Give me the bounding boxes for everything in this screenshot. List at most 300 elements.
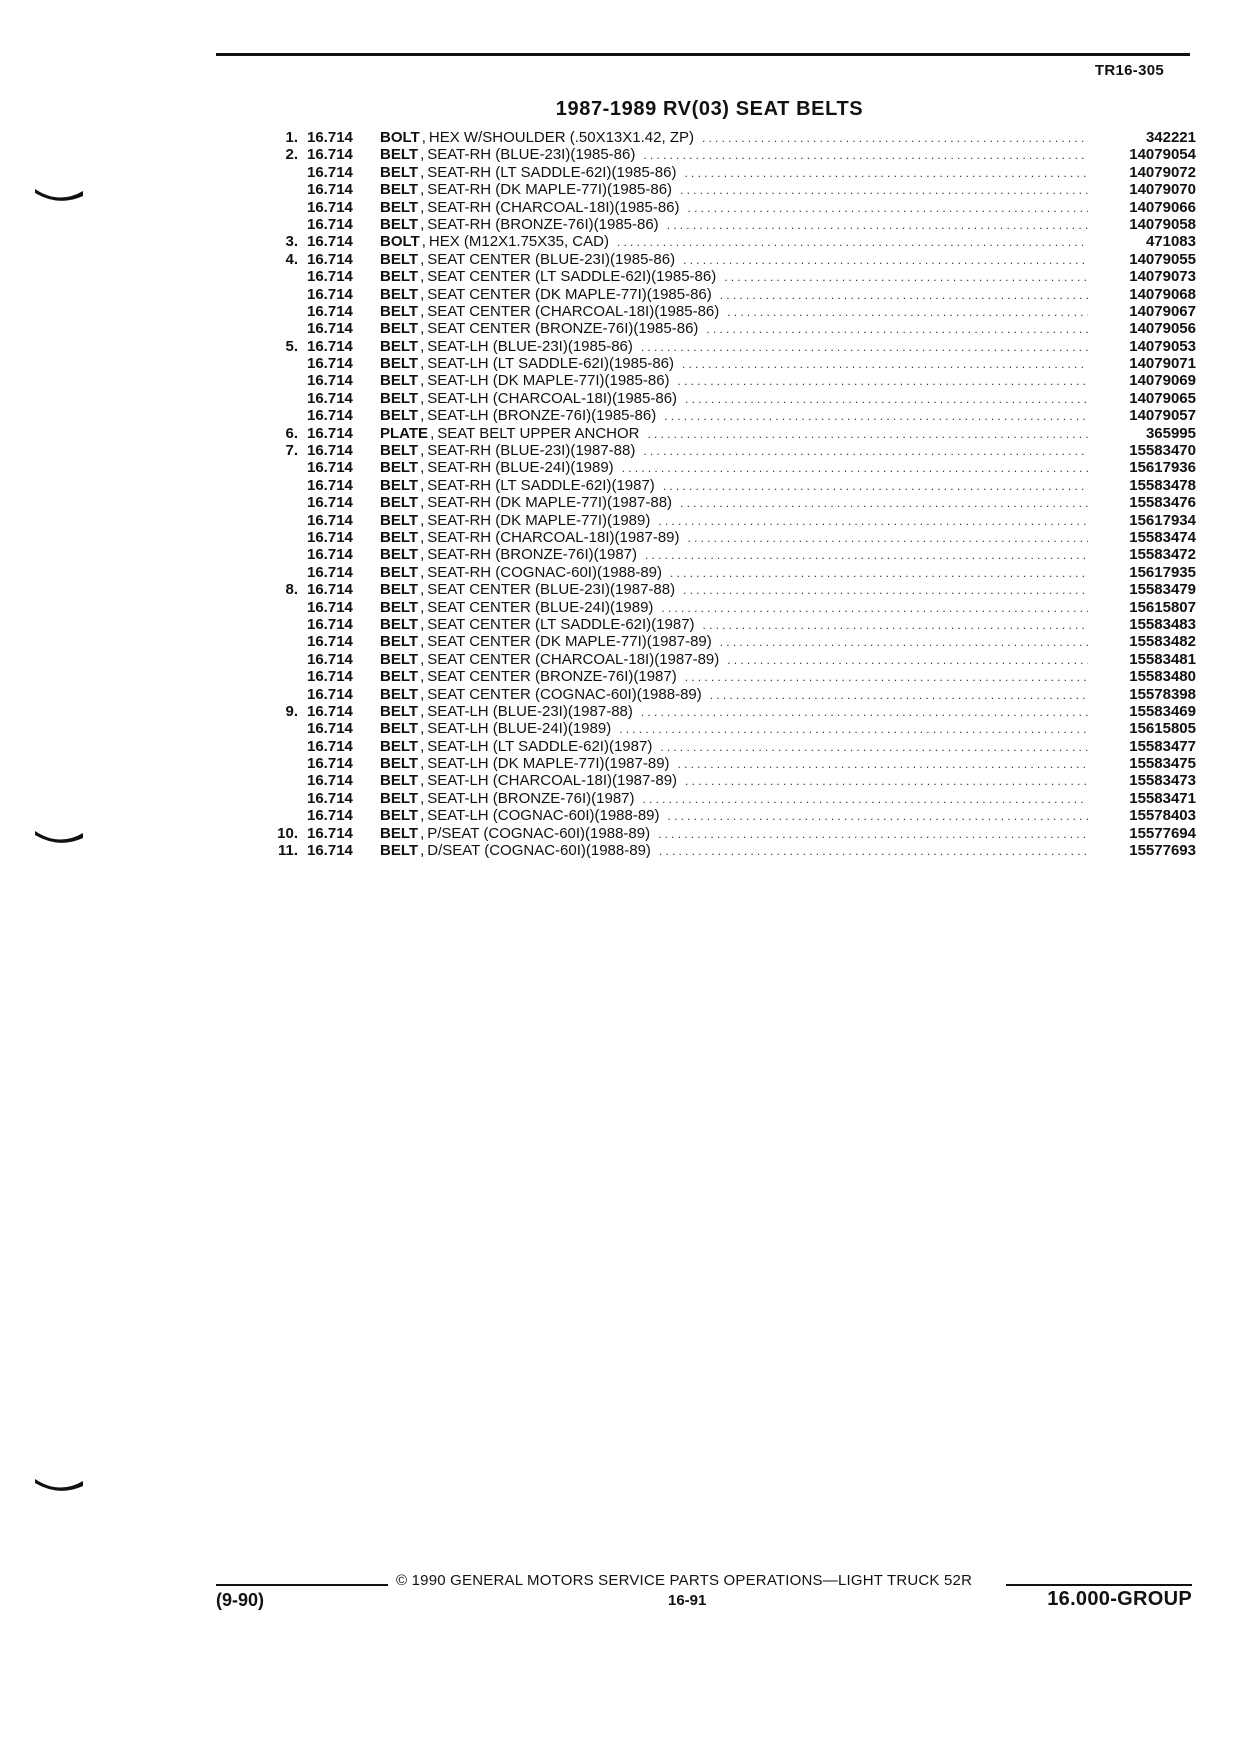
group-code: 16.000-GROUP <box>1047 1588 1192 1610</box>
part-description <box>380 790 1096 808</box>
group-number: 16.714 <box>307 720 353 738</box>
part-noun: BELT <box>380 198 419 216</box>
part-number: 15583476 <box>1129 494 1196 512</box>
item-number: 2. <box>285 146 298 164</box>
dot-leader <box>720 287 1088 304</box>
part-noun: BELT <box>380 285 419 303</box>
part-number: 14079067 <box>1129 302 1196 320</box>
part-detail: SEAT CENTER (LT SADDLE-62I)(1985-86) <box>427 268 717 286</box>
dot-leader <box>710 687 1088 704</box>
binder-hole-mark <box>33 183 85 205</box>
part-number: 14079057 <box>1129 407 1196 425</box>
group-number: 16.714 <box>307 163 353 181</box>
comma-separator: , <box>420 842 425 860</box>
part-detail: SEAT CENTER (BLUE-23I)(1987-88) <box>427 581 676 599</box>
group-number: 16.714 <box>307 685 353 703</box>
part-row <box>262 407 1196 424</box>
part-noun: BELT <box>380 755 419 773</box>
group-number: 16.714 <box>307 824 353 842</box>
comma-separator: , <box>420 581 425 599</box>
part-row <box>262 129 1196 146</box>
group-number: 16.714 <box>307 546 353 564</box>
group-number: 16.714 <box>307 772 353 790</box>
part-detail: SEAT-RH (BLUE-23I)(1987-88) <box>427 442 636 460</box>
part-number: 14079069 <box>1129 372 1196 390</box>
part-row <box>262 233 1196 250</box>
revision-date: (9-90) <box>216 1590 265 1610</box>
part-description <box>380 651 1096 669</box>
group-number: 16.714 <box>307 146 353 164</box>
part-number: 15578403 <box>1129 807 1196 825</box>
part-noun: BELT <box>380 442 419 460</box>
item-number: 9. <box>285 702 298 720</box>
part-detail: SEAT-LH (BLUE-24I)(1989) <box>427 720 612 738</box>
part-noun: BELT <box>380 598 419 616</box>
dot-leader <box>685 773 1088 790</box>
group-number: 16.714 <box>307 633 353 651</box>
comma-separator: , <box>420 807 425 825</box>
binder-hole-mark <box>33 1473 85 1495</box>
part-number: 14079070 <box>1129 181 1196 199</box>
item-number: 3. <box>285 233 298 251</box>
part-row <box>262 599 1196 616</box>
part-number: 14079072 <box>1129 163 1196 181</box>
part-detail: SEAT-LH (COGNAC-60I)(1988-89) <box>427 807 660 825</box>
part-noun: BELT <box>380 459 419 477</box>
part-noun: BELT <box>380 842 419 860</box>
group-number: 16.714 <box>307 598 353 616</box>
part-number: 15583471 <box>1129 789 1196 807</box>
comma-separator: , <box>420 668 425 686</box>
part-row <box>262 633 1196 650</box>
part-description <box>380 425 1096 443</box>
group-number: 16.714 <box>307 355 353 373</box>
part-detail: P/SEAT (COGNAC-60I)(1988-89) <box>427 824 651 842</box>
part-description <box>380 181 1096 199</box>
part-description <box>380 355 1096 373</box>
group-number: 16.714 <box>307 320 353 338</box>
part-number: 15577694 <box>1129 824 1196 842</box>
part-number: 15583470 <box>1129 442 1196 460</box>
item-number: 4. <box>285 250 298 268</box>
group-number: 16.714 <box>307 737 353 755</box>
dot-leader <box>661 600 1088 617</box>
part-row <box>262 146 1196 163</box>
part-row <box>262 390 1196 407</box>
part-description <box>380 129 1096 147</box>
comma-separator: , <box>420 302 425 320</box>
part-description <box>380 477 1096 495</box>
part-description <box>380 146 1096 164</box>
comma-separator: , <box>420 546 425 564</box>
item-number: 1. <box>285 129 298 146</box>
part-noun: BELT <box>380 372 419 390</box>
part-row <box>262 181 1196 198</box>
part-noun: BELT <box>380 337 419 355</box>
part-row <box>262 772 1196 789</box>
part-description <box>380 738 1096 756</box>
page-title: 1987-1989 RV(03) SEAT BELTS <box>555 98 864 120</box>
part-noun: BELT <box>380 702 419 720</box>
group-number: 16.714 <box>307 250 353 268</box>
part-row <box>262 842 1196 859</box>
part-noun: BELT <box>380 789 419 807</box>
part-row <box>262 686 1196 703</box>
part-detail: SEAT-RH (BRONZE-76I)(1987) <box>427 546 637 564</box>
part-row <box>262 268 1196 285</box>
group-number: 16.714 <box>307 442 353 460</box>
part-detail: HEX (M12X1.75X35, CAD) <box>428 233 609 251</box>
part-noun: BELT <box>380 163 419 181</box>
dot-leader <box>720 634 1088 651</box>
part-noun: BOLT <box>380 129 420 146</box>
dot-leader <box>670 565 1088 582</box>
part-row <box>262 199 1196 216</box>
part-noun: BELT <box>380 563 419 581</box>
dot-leader <box>664 408 1088 425</box>
part-number: 15583469 <box>1129 702 1196 720</box>
part-detail: SEAT-RH (CHARCOAL-18I)(1987-89) <box>427 528 680 546</box>
dot-leader <box>658 513 1088 530</box>
part-number: 14079066 <box>1129 198 1196 216</box>
binder-hole-mark <box>33 825 85 847</box>
part-number: 15583480 <box>1129 668 1196 686</box>
part-number: 14079053 <box>1129 337 1196 355</box>
part-row <box>262 529 1196 546</box>
part-row <box>262 651 1196 668</box>
dot-leader <box>727 652 1088 669</box>
dot-leader <box>724 269 1088 286</box>
part-detail: SEAT CENTER (BLUE-23I)(1985-86) <box>427 250 676 268</box>
part-row <box>262 477 1196 494</box>
part-number: 15615807 <box>1129 598 1196 616</box>
item-number: 10. <box>277 824 298 842</box>
part-row <box>262 303 1196 320</box>
comma-separator: , <box>420 494 425 512</box>
dot-leader <box>643 443 1088 460</box>
part-description <box>380 338 1096 356</box>
dot-leader <box>659 843 1088 860</box>
part-noun: BELT <box>380 494 419 512</box>
comma-separator: , <box>420 198 425 216</box>
part-number: 15583473 <box>1129 772 1196 790</box>
part-detail: SEAT BELT UPPER ANCHOR <box>437 424 640 442</box>
part-detail: SEAT-RH (CHARCOAL-18I)(1985-86) <box>427 198 680 216</box>
dot-leader <box>685 165 1089 182</box>
dot-leader <box>702 130 1088 147</box>
part-number: 15583472 <box>1129 546 1196 564</box>
part-detail: SEAT-RH (COGNAC-60I)(1988-89) <box>427 563 663 581</box>
part-number: 342221 <box>1145 129 1196 146</box>
part-number: 14079068 <box>1129 285 1196 303</box>
group-number: 16.714 <box>307 129 353 146</box>
part-description <box>380 251 1096 269</box>
part-detail: SEAT CENTER (BLUE-24I)(1989) <box>427 598 654 616</box>
part-noun: BELT <box>380 720 419 738</box>
part-description <box>380 286 1096 304</box>
part-noun: BELT <box>380 302 419 320</box>
part-description <box>380 755 1096 773</box>
part-noun: BELT <box>380 355 419 373</box>
part-detail: SEAT-RH (DK MAPLE-77I)(1989) <box>427 511 651 529</box>
footer-rule <box>1006 1584 1192 1586</box>
part-row <box>262 790 1196 807</box>
comma-separator: , <box>420 528 425 546</box>
part-row <box>262 216 1196 233</box>
part-description <box>380 703 1096 721</box>
comma-separator: , <box>420 824 425 842</box>
dot-leader <box>660 739 1088 756</box>
part-number: 14079058 <box>1129 215 1196 233</box>
part-description <box>380 233 1096 251</box>
part-row <box>262 703 1196 720</box>
part-description <box>380 772 1096 790</box>
part-number: 15583475 <box>1129 755 1196 773</box>
item-number: 11. <box>277 842 298 860</box>
part-noun: BELT <box>380 476 419 494</box>
part-description <box>380 390 1096 408</box>
part-detail: SEAT-LH (BLUE-23I)(1985-86) <box>427 337 633 355</box>
comma-separator: , <box>420 598 425 616</box>
part-noun: BELT <box>380 772 419 790</box>
comma-separator: , <box>420 563 425 581</box>
part-number: 14079054 <box>1129 146 1196 164</box>
part-description <box>380 825 1096 843</box>
group-number: 16.714 <box>307 807 353 825</box>
comma-separator: , <box>420 755 425 773</box>
part-number: 14079071 <box>1129 355 1196 373</box>
comma-separator: , <box>420 789 425 807</box>
part-detail: SEAT-LH (BLUE-23I)(1987-88) <box>427 702 633 720</box>
part-detail: SEAT CENTER (LT SADDLE-62I)(1987) <box>427 615 695 633</box>
part-description <box>380 164 1096 182</box>
part-noun: BELT <box>380 824 419 842</box>
part-number: 15583482 <box>1129 633 1196 651</box>
comma-separator: , <box>420 685 425 703</box>
part-description <box>380 268 1096 286</box>
comma-separator: , <box>420 702 425 720</box>
dot-leader <box>663 478 1088 495</box>
group-number: 16.714 <box>307 528 353 546</box>
copyright-notice: © 1990 GENERAL MOTORS SERVICE PARTS OPERATIONS—LIGHT TRUCK 52R <box>396 1572 973 1589</box>
part-number: 15583477 <box>1129 737 1196 755</box>
comma-separator: , <box>420 285 425 303</box>
dot-leader <box>706 321 1088 338</box>
dot-leader <box>667 217 1088 234</box>
part-noun: BELT <box>380 250 419 268</box>
group-number: 16.714 <box>307 302 353 320</box>
dot-leader <box>648 426 1088 443</box>
dot-leader <box>678 756 1088 773</box>
dot-leader <box>645 547 1088 564</box>
part-noun: PLATE <box>380 424 429 442</box>
part-detail: SEAT-RH (BLUE-23I)(1985-86) <box>427 146 636 164</box>
part-number: 15583479 <box>1129 581 1196 599</box>
part-description <box>380 842 1096 860</box>
part-description <box>380 199 1096 217</box>
part-noun: BELT <box>380 146 419 164</box>
part-description <box>380 633 1096 651</box>
dot-leader <box>688 200 1088 217</box>
comma-separator: , <box>420 268 425 286</box>
dot-leader <box>668 808 1088 825</box>
part-detail: D/SEAT (COGNAC-60I)(1988-89) <box>427 842 651 860</box>
dot-leader <box>643 791 1088 808</box>
part-detail: SEAT-LH (CHARCOAL-18I)(1987-89) <box>427 772 678 790</box>
part-detail: SEAT-LH (BRONZE-76I)(1985-86) <box>427 407 657 425</box>
part-noun: BELT <box>380 546 419 564</box>
dot-leader <box>617 234 1088 251</box>
dot-leader <box>619 721 1088 738</box>
part-description <box>380 686 1096 704</box>
item-number: 7. <box>285 442 298 460</box>
part-row <box>262 720 1196 737</box>
group-number: 16.714 <box>307 268 353 286</box>
comma-separator: , <box>421 129 426 146</box>
part-noun: BELT <box>380 407 419 425</box>
part-description <box>380 407 1096 425</box>
part-number: 365995 <box>1145 424 1196 442</box>
comma-separator: , <box>420 407 425 425</box>
part-number: 14079065 <box>1129 389 1196 407</box>
group-number: 16.714 <box>307 233 353 251</box>
comma-separator: , <box>430 424 435 442</box>
comma-separator: , <box>420 181 425 199</box>
dot-leader <box>683 582 1088 599</box>
part-description <box>380 216 1096 234</box>
part-row <box>262 164 1196 181</box>
comma-separator: , <box>420 442 425 460</box>
part-number: 15578398 <box>1129 685 1196 703</box>
part-detail: SEAT-LH (DK MAPLE-77I)(1987-89) <box>427 755 670 773</box>
part-noun: BELT <box>380 737 419 755</box>
comma-separator: , <box>420 633 425 651</box>
part-noun: BELT <box>380 668 419 686</box>
part-row <box>262 616 1196 633</box>
top-rule <box>216 53 1190 56</box>
part-noun: BELT <box>380 215 419 233</box>
dot-leader <box>682 356 1088 373</box>
page-code: TR16-305 <box>1094 62 1164 79</box>
item-number: 6. <box>285 424 298 442</box>
part-description <box>380 616 1096 634</box>
dot-leader <box>703 617 1088 634</box>
part-noun: BELT <box>380 807 419 825</box>
comma-separator: , <box>420 720 425 738</box>
parts-list <box>262 129 1196 859</box>
group-number: 16.714 <box>307 789 353 807</box>
part-noun: BELT <box>380 528 419 546</box>
part-detail: SEAT-LH (LT SADDLE-62I)(1987) <box>427 737 653 755</box>
part-number: 15577693 <box>1129 842 1196 860</box>
part-detail: SEAT-RH (LT SADDLE-62I)(1987) <box>427 476 655 494</box>
comma-separator: , <box>420 355 425 373</box>
part-row <box>262 320 1196 337</box>
dot-leader <box>685 669 1088 686</box>
dot-leader <box>658 826 1088 843</box>
part-description <box>380 546 1096 564</box>
part-description <box>380 581 1096 599</box>
group-number: 16.714 <box>307 755 353 773</box>
part-detail: SEAT-LH (DK MAPLE-77I)(1985-86) <box>427 372 670 390</box>
part-number: 15583483 <box>1129 615 1196 633</box>
part-detail: SEAT CENTER (DK MAPLE-77I)(1985-86) <box>427 285 712 303</box>
dot-leader <box>727 304 1088 321</box>
group-number: 16.714 <box>307 337 353 355</box>
group-number: 16.714 <box>307 615 353 633</box>
part-row <box>262 355 1196 372</box>
comma-separator: , <box>420 459 425 477</box>
group-number: 16.714 <box>307 198 353 216</box>
part-noun: BELT <box>380 181 419 199</box>
part-row <box>262 564 1196 581</box>
comma-separator: , <box>420 163 425 181</box>
part-number: 15615805 <box>1129 720 1196 738</box>
part-number: 471083 <box>1145 233 1196 251</box>
part-description <box>380 564 1096 582</box>
part-description <box>380 668 1096 686</box>
footer-rule <box>216 1584 388 1586</box>
part-noun: BELT <box>380 268 419 286</box>
part-description <box>380 494 1096 512</box>
group-number: 16.714 <box>307 511 353 529</box>
group-number: 16.714 <box>307 650 353 668</box>
comma-separator: , <box>420 511 425 529</box>
dot-leader <box>683 252 1088 269</box>
group-number: 16.714 <box>307 215 353 233</box>
group-number: 16.714 <box>307 842 353 860</box>
comma-separator: , <box>420 615 425 633</box>
group-number: 16.714 <box>307 459 353 477</box>
part-row <box>262 338 1196 355</box>
part-noun: BELT <box>380 581 419 599</box>
part-row <box>262 251 1196 268</box>
part-number: 15583478 <box>1129 476 1196 494</box>
part-detail: SEAT CENTER (BRONZE-76I)(1985-86) <box>427 320 699 338</box>
part-noun: BELT <box>380 685 419 703</box>
part-detail: SEAT-RH (BLUE-24I)(1989) <box>427 459 614 477</box>
group-number: 16.714 <box>307 668 353 686</box>
part-description <box>380 372 1096 390</box>
part-row <box>262 755 1196 772</box>
part-detail: SEAT-RH (DK MAPLE-77I)(1987-88) <box>427 494 673 512</box>
part-detail: SEAT-LH (CHARCOAL-18I)(1985-86) <box>427 389 678 407</box>
part-row <box>262 494 1196 511</box>
comma-separator: , <box>420 215 425 233</box>
comma-separator: , <box>420 146 425 164</box>
part-row <box>262 372 1196 389</box>
part-row <box>262 512 1196 529</box>
dot-leader <box>685 391 1088 408</box>
comma-separator: , <box>420 250 425 268</box>
part-row <box>262 546 1196 563</box>
part-row <box>262 825 1196 842</box>
part-number: 14079073 <box>1129 268 1196 286</box>
dot-leader <box>641 339 1088 356</box>
part-description <box>380 599 1096 617</box>
comma-separator: , <box>420 337 425 355</box>
part-detail: SEAT CENTER (BRONZE-76I)(1987) <box>427 668 677 686</box>
part-description <box>380 529 1096 547</box>
part-number: 15583481 <box>1129 650 1196 668</box>
part-row <box>262 738 1196 755</box>
group-number: 16.714 <box>307 181 353 199</box>
part-noun: BELT <box>380 320 419 338</box>
group-number: 16.714 <box>307 424 353 442</box>
part-noun: BELT <box>380 511 419 529</box>
group-number: 16.714 <box>307 389 353 407</box>
dot-leader <box>680 495 1088 512</box>
